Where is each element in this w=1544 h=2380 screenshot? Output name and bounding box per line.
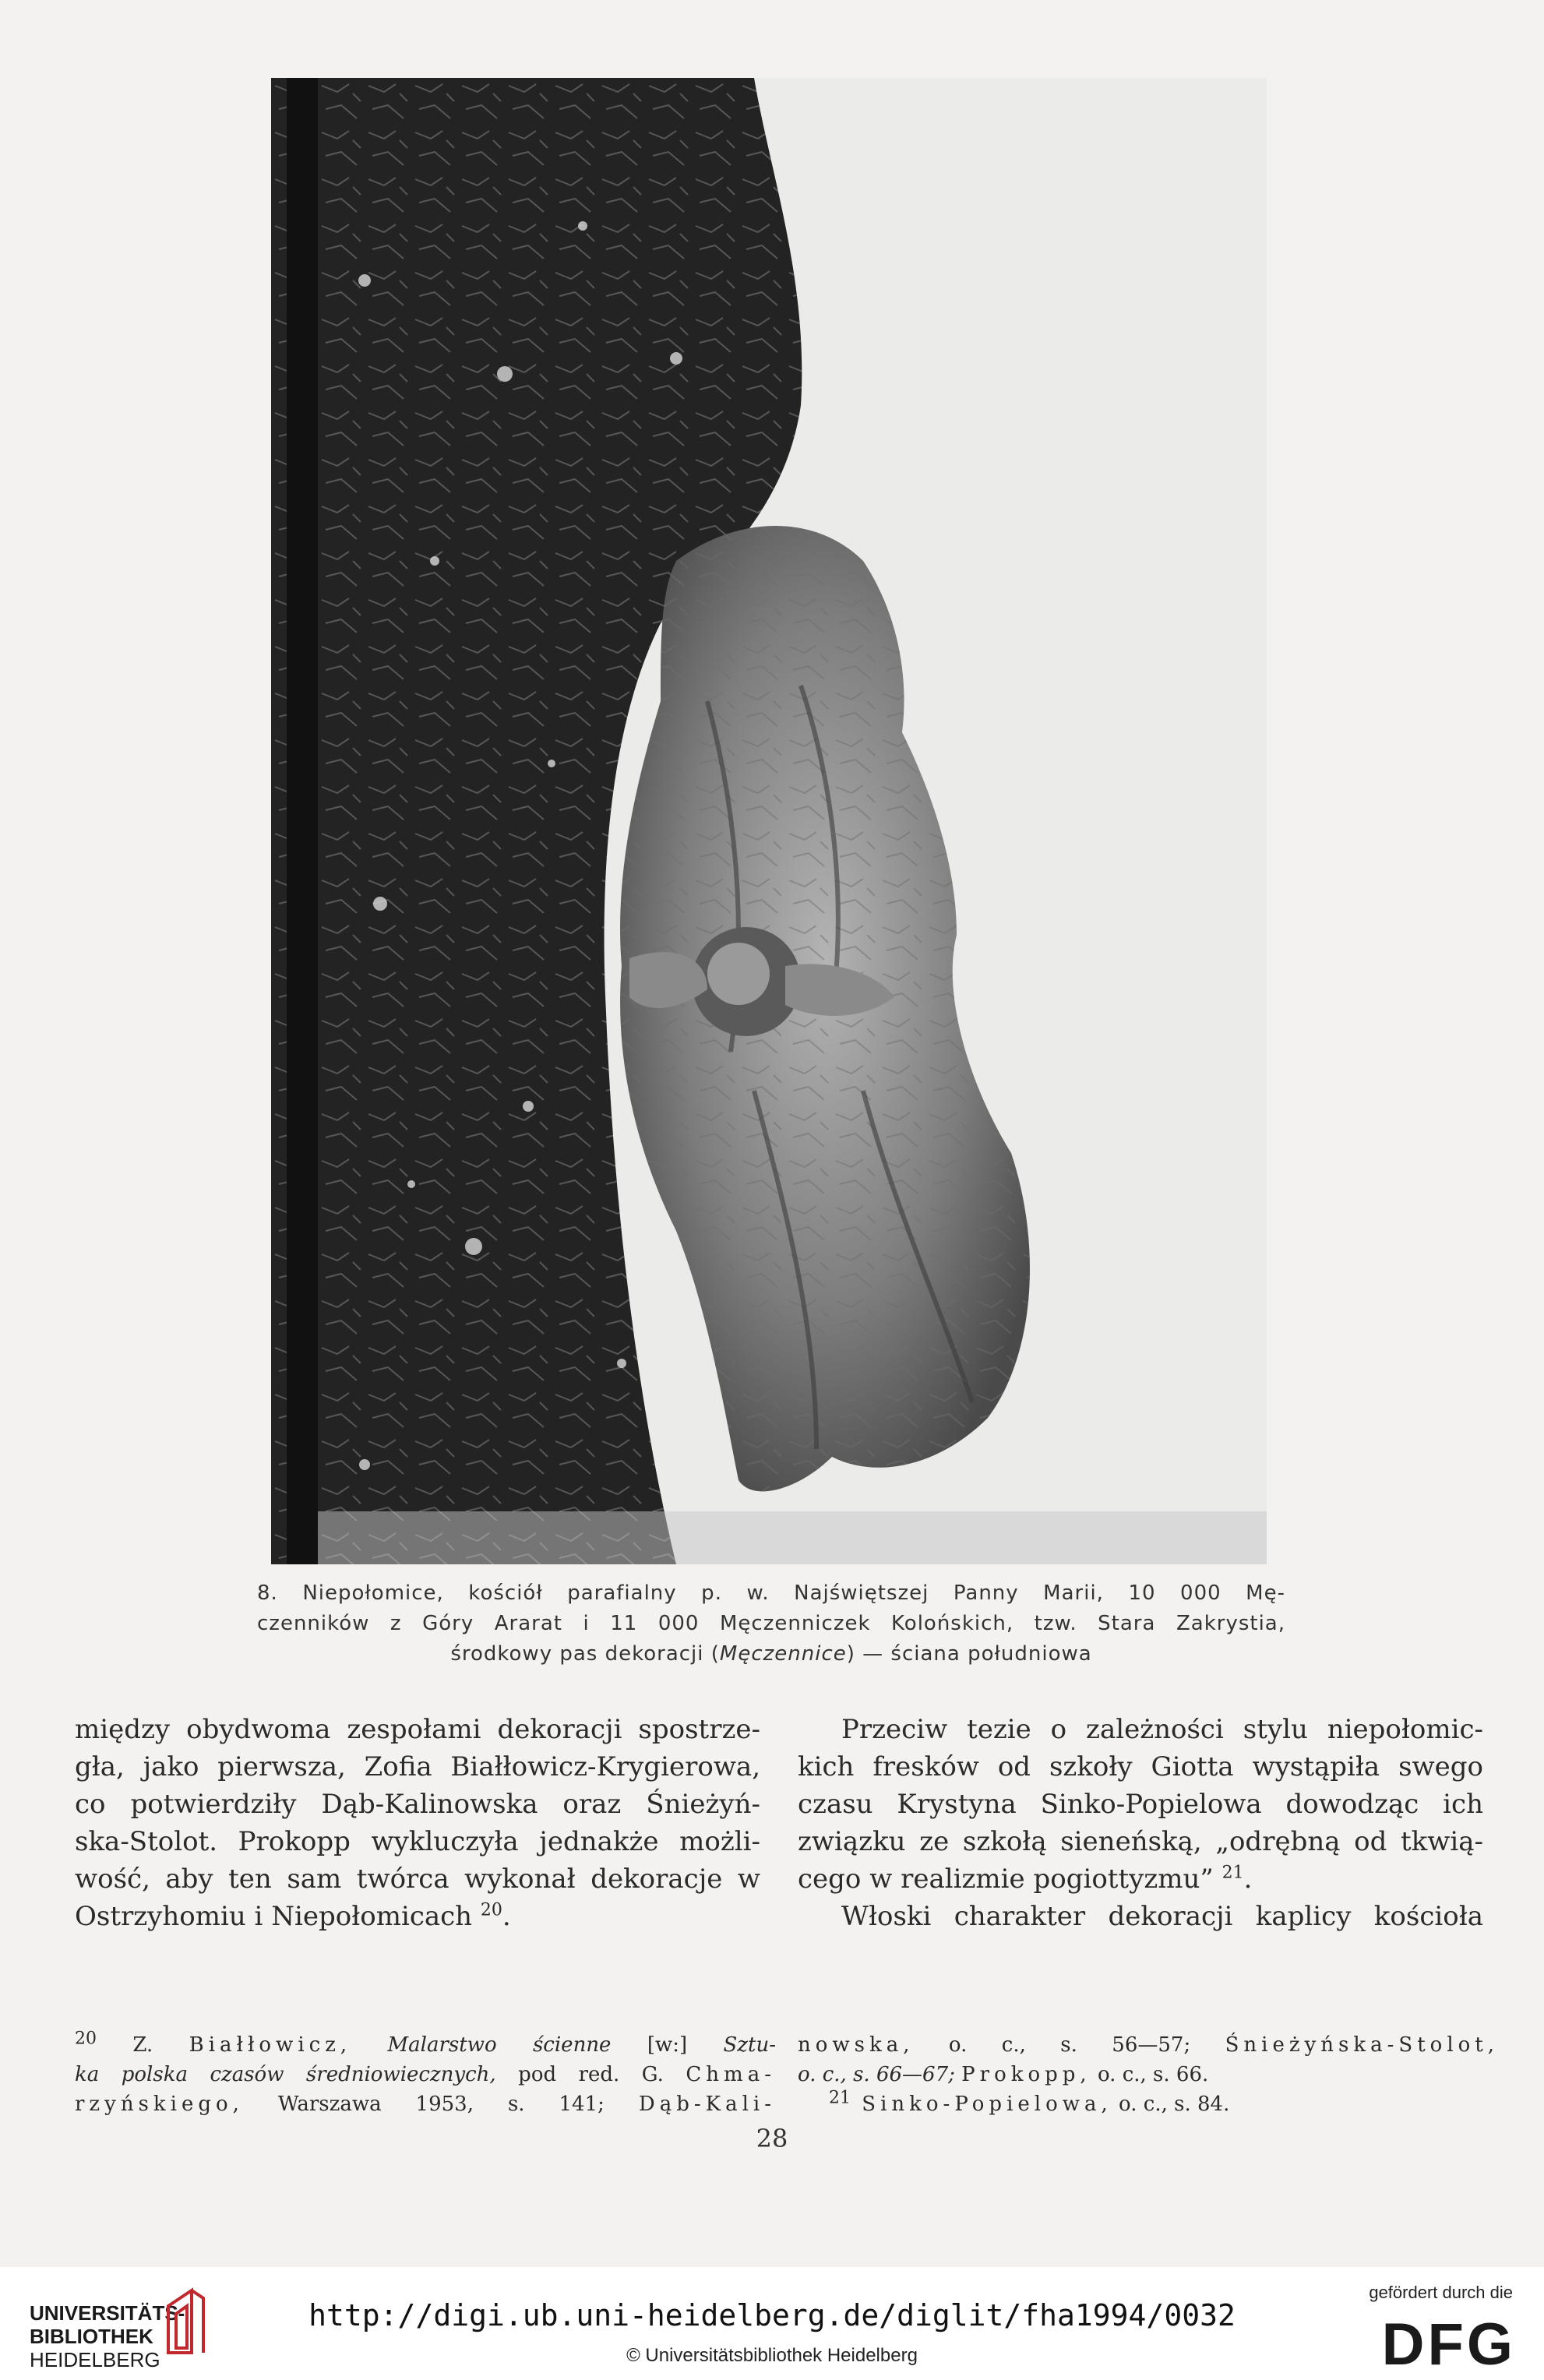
fn-text: o. c., s. 56—57; [914, 2033, 1225, 2057]
fn-author: Białłowicz, [189, 2033, 352, 2057]
fn-text: Warszawa 1953, s. 141; [243, 2093, 639, 2116]
text-line: co potwierdziły Dąb-Kalinowska oraz Śnieżyń- [75, 1789, 760, 1820]
text-line: gła, jako pierwsza, Zofia Białłowicz-Krygierowa, [75, 1751, 760, 1782]
footnote-line [75, 2060, 776, 2089]
text-line: wość, aby ten sam twórca wykonał dekoracje w [75, 1863, 760, 1895]
footer-bar [0, 2267, 1544, 2380]
footnote-line [798, 2089, 1499, 2119]
footnote-number: 20 [75, 2029, 97, 2049]
caption-text: środkowy pas dekoracji ( [450, 1642, 720, 1666]
footnote-line [798, 2030, 1499, 2060]
fn-title: ka polska czasów średniowiecznych, [75, 2063, 496, 2086]
copyright-text: © Universitätsbibliothek Heidelberg [626, 2345, 918, 2366]
fn-author: Śnieżyńska-Stolot, [1225, 2033, 1499, 2057]
text-fragment: . [502, 1901, 511, 1932]
logo-line: BIBLIOTHEK [30, 2325, 153, 2348]
text-line [798, 1860, 1483, 1898]
fn-author: Sinko-Popielowa, [851, 2093, 1112, 2116]
logo-line: UNIVERSITÄTS- [30, 2301, 185, 2325]
text-line: kich fresków od szkoły Giotta wystąpiła swego [798, 1751, 1483, 1782]
fn-text: pod red. G. [495, 2063, 686, 2086]
caption-text: ) — ściana południowa [846, 1642, 1092, 1666]
caption-line: czenników z Góry Ararat i 11 000 Męczenniczek Kolońskich, tzw. Stara Zakrystia, [257, 1612, 1285, 1635]
fresco-image [271, 78, 1267, 1564]
text-line: ska-Stolot. Prokopp wykluczyła jednakże możli- [75, 1826, 760, 1857]
fn-text: o. c., s. 66—67; [798, 2063, 962, 2086]
text-fragment: cego w realizmie pogiottyzmu” [798, 1863, 1222, 1895]
fn-title: Malarstwo ścienne [351, 2033, 612, 2057]
fn-author: Prokopp, [961, 2063, 1091, 2086]
page-number: 28 [756, 2124, 788, 2153]
footnote-line [75, 2030, 776, 2060]
footnotes-right [798, 2030, 1499, 2119]
text-fragment: . [1243, 1863, 1253, 1895]
text-line: Włoski charakter dekoracji kaplicy kościoła [841, 1901, 1483, 1932]
fresco-photograph [271, 78, 1267, 1564]
fn-text: o. c., s. 66. [1091, 2063, 1209, 2086]
text-line: związku ze szkołą sieneńską, „odrębną od tkwią- [798, 1826, 1483, 1857]
dfg-logo[interactable]: DFG [1381, 2311, 1516, 2378]
footnote-ref[interactable]: 20 [480, 1900, 502, 1920]
footnote-ref[interactable]: 21 [1221, 1863, 1244, 1883]
permalink-url[interactable]: http://digi.ub.uni-heidelberg.de/diglit/fha1994/0032 [308, 2298, 1236, 2332]
text-line: między obydwoma zespołami dekoracji spostrze- [75, 1714, 760, 1745]
fn-author: Chma- [686, 2063, 776, 2086]
fn-author: Dąb-Kali- [638, 2093, 776, 2116]
right-column [798, 1711, 1483, 1935]
footnote-number: 21 [829, 2088, 851, 2108]
sponsor-text: gefördert durch die [1369, 2283, 1513, 2302]
fn-text: Z. [97, 2033, 189, 2057]
footnote-line [798, 2060, 1499, 2089]
footnotes-left [75, 2030, 776, 2119]
text-line [75, 1898, 760, 1935]
caption-italic: Męczennice [719, 1642, 847, 1666]
text-fragment: Ostrzyhomiu i Niepołomicach [75, 1901, 481, 1932]
figure-caption [257, 1578, 1285, 1670]
caption-line: 8. Niepołomice, kościół parafialny p. w. Najświętszej Panny Marii, 10 000 Mę- [257, 1581, 1285, 1605]
fn-author: nowska, [798, 2033, 915, 2057]
text-line: Przeciw tezie o zależności stylu niepołomic- [841, 1714, 1483, 1745]
text-line: czasu Krystyna Sinko-Popielowa dowodząc ich [798, 1789, 1483, 1820]
logo-line: HEIDELBERG [30, 2348, 160, 2371]
fn-text: [w:] [611, 2033, 724, 2057]
caption-line [257, 1639, 1285, 1670]
fn-title: Sztu- [723, 2033, 776, 2057]
fn-author: rzyńskiego, [75, 2093, 244, 2116]
left-column [75, 1711, 760, 1935]
fn-text: o. c., s. 84. [1112, 2093, 1230, 2116]
footnote-line [75, 2089, 776, 2119]
